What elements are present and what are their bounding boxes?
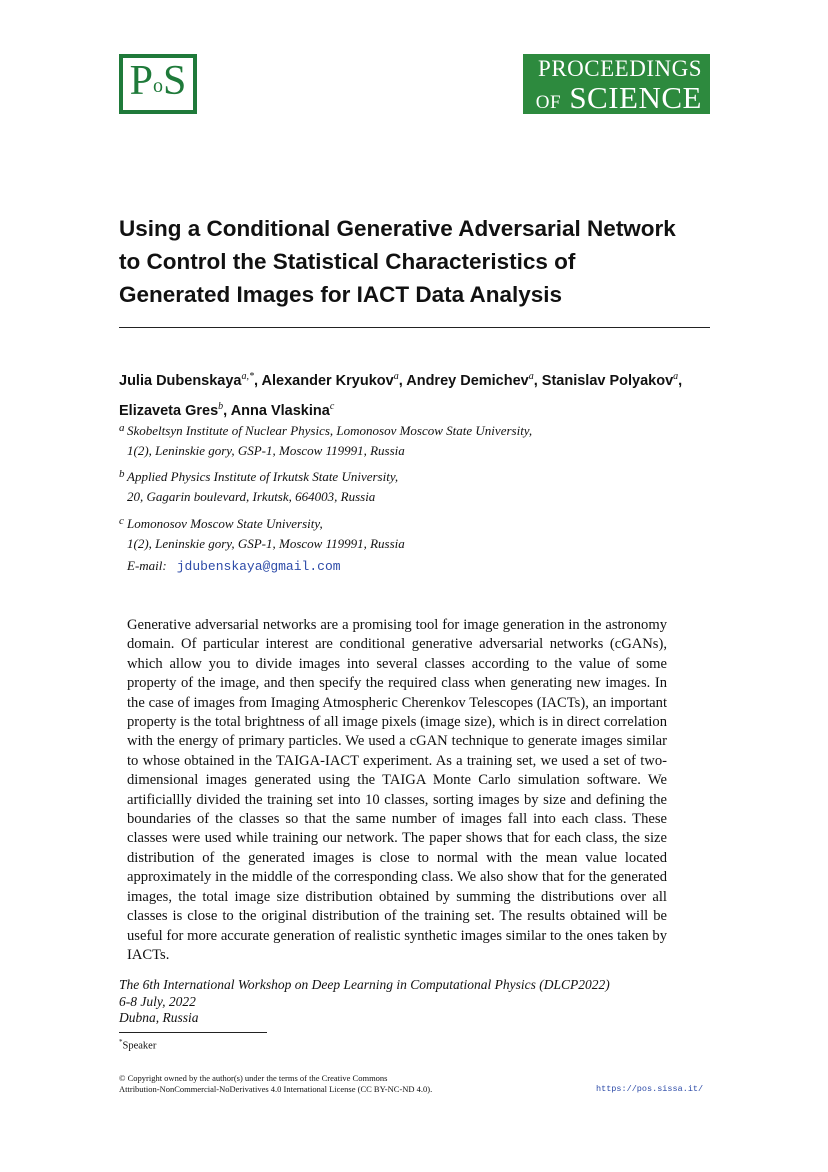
- affiliation-line: 20, Gagarin boulevard, Irkutsk, 664003, Russia: [127, 489, 376, 504]
- email-link[interactable]: jdubenskaya@gmail.com: [176, 559, 341, 574]
- author-name: Anna Vlaskina: [230, 402, 330, 419]
- affiliation-mark: c: [119, 515, 124, 527]
- affiliation-mark: b: [119, 468, 125, 480]
- footnote-divider: [119, 1032, 267, 1033]
- affiliation-b: [119, 467, 719, 507]
- affiliation-line: Lomonosov Moscow State University,: [127, 516, 323, 531]
- author-name: Andrey Demichev: [406, 372, 529, 389]
- affiliation-line: 1(2), Leninskie gory, GSP-1, Moscow 119991, Russia: [127, 443, 405, 458]
- author-affiliation-mark: a: [673, 371, 679, 382]
- footnote-mark: *: [119, 1038, 123, 1046]
- brand-science: SCIENCE: [569, 80, 702, 115]
- title-divider: [119, 327, 710, 328]
- author-affiliation-mark: b: [218, 400, 224, 412]
- license-line: Attribution-NonCommercial-NoDerivatives 4.0 International License (CC BY-NC-ND 4.0).: [119, 1084, 433, 1094]
- proceedings-of-science-banner: [523, 54, 710, 114]
- author-separator: ,: [533, 372, 542, 389]
- abstract: Generative adversarial networks are a promising tool for image generation in the astronomy domain. Of particular interest are conditional generative adversarial networks (cGANs), which allow you to divide images into several classes according to the value of some property of the image, and then specify the required class when generating new images. In the case of images from Imaging Atmospheric Cherenkov Telescopes (IACTs), an important property is the total brightness of all image pixels (image size), which is in direct correlation with the energy of primary particles. We used a cGAN technique to generate images similar to whose obtained in the TAIGA-IACT experiment. As a training set, we used a set of two-dimensional images generated using the TAIGA Monte Carlo simulation software. We artificiallly divided the training set into 10 classes, sorting images by size and defining the boundaries of the classes so that the same number of images fall into each class. These classes were used while training our network. The paper shows that for each class, the size distribution of the generated images is close to normal with the mean value located approximately in the middle of the corresponding class. We also show that for the generated images, the total image size distribution obtained by summing the distributions over all classes is close to the original distribution of the training set. The results obtained will be useful for more accurate generation of realistic synthetic images similar to the ones taken by IACTs.: [127, 617, 667, 963]
- logo-letter-s: S: [163, 58, 187, 104]
- author-name: Stanislav Polyakov: [541, 372, 674, 389]
- author-affiliation-mark: a: [393, 371, 399, 382]
- affiliation-line: Skobeltsyn Institute of Nuclear Physics, Lomonosov Moscow State University,: [127, 423, 533, 438]
- conference-info: [119, 977, 719, 1027]
- brand-of: OF: [535, 92, 562, 113]
- pos-logo: [119, 54, 197, 114]
- email-row: [127, 556, 341, 577]
- brand-line-1: PROCEEDINGS: [538, 56, 702, 81]
- author-affiliation-mark: a: [528, 371, 534, 382]
- pos-url-link[interactable]: https://pos.sissa.it/: [596, 1084, 704, 1094]
- footnote-text: Speaker: [122, 1040, 157, 1052]
- affiliation-line: Applied Physics Institute of Irkutsk State University,: [127, 469, 399, 484]
- author-list: [119, 364, 719, 424]
- title-line: to Control the Statistical Characteristics of: [119, 249, 576, 274]
- author-affiliation-mark: c: [329, 400, 335, 412]
- affiliation-c: [119, 514, 719, 554]
- author-separator: ,: [398, 372, 407, 389]
- author-name: Alexander Kryukov: [261, 372, 394, 389]
- conference-name: The 6th International Workshop on Deep Learning in Computational Physics (DLCP2022): [119, 977, 610, 992]
- footnote: [119, 1038, 156, 1052]
- author-separator: ,: [223, 402, 231, 419]
- author-name: Elizaveta Gres: [119, 402, 219, 419]
- email-label: E-mail:: [127, 558, 167, 573]
- copyright-notice: [119, 1073, 579, 1095]
- author-separator: ,: [254, 372, 262, 389]
- conference-location: Dubna, Russia: [119, 1010, 199, 1025]
- author-name: Julia Dubenskaya: [119, 372, 242, 389]
- affiliation-mark: a: [119, 422, 125, 434]
- title-line: Generated Images for IACT Data Analysis: [119, 282, 563, 307]
- affiliation-a: [119, 421, 719, 461]
- conference-dates: 6-8 July, 2022: [119, 993, 196, 1009]
- logo-letter-p: P: [129, 58, 153, 104]
- author-affiliation-mark: a,*: [241, 371, 254, 382]
- affiliation-line: 1(2), Leninskie gory, GSP-1, Moscow 119991, Russia: [127, 536, 405, 551]
- author-separator: ,: [678, 372, 683, 389]
- brand-line-2: [536, 80, 702, 116]
- title-line: Using a Conditional Generative Adversarial Network: [119, 216, 676, 241]
- paper-title: [119, 212, 719, 311]
- copyright-line: © Copyright owned by the author(s) under the terms of the Creative Commons: [119, 1073, 388, 1083]
- logo-letter-o: o: [153, 75, 163, 97]
